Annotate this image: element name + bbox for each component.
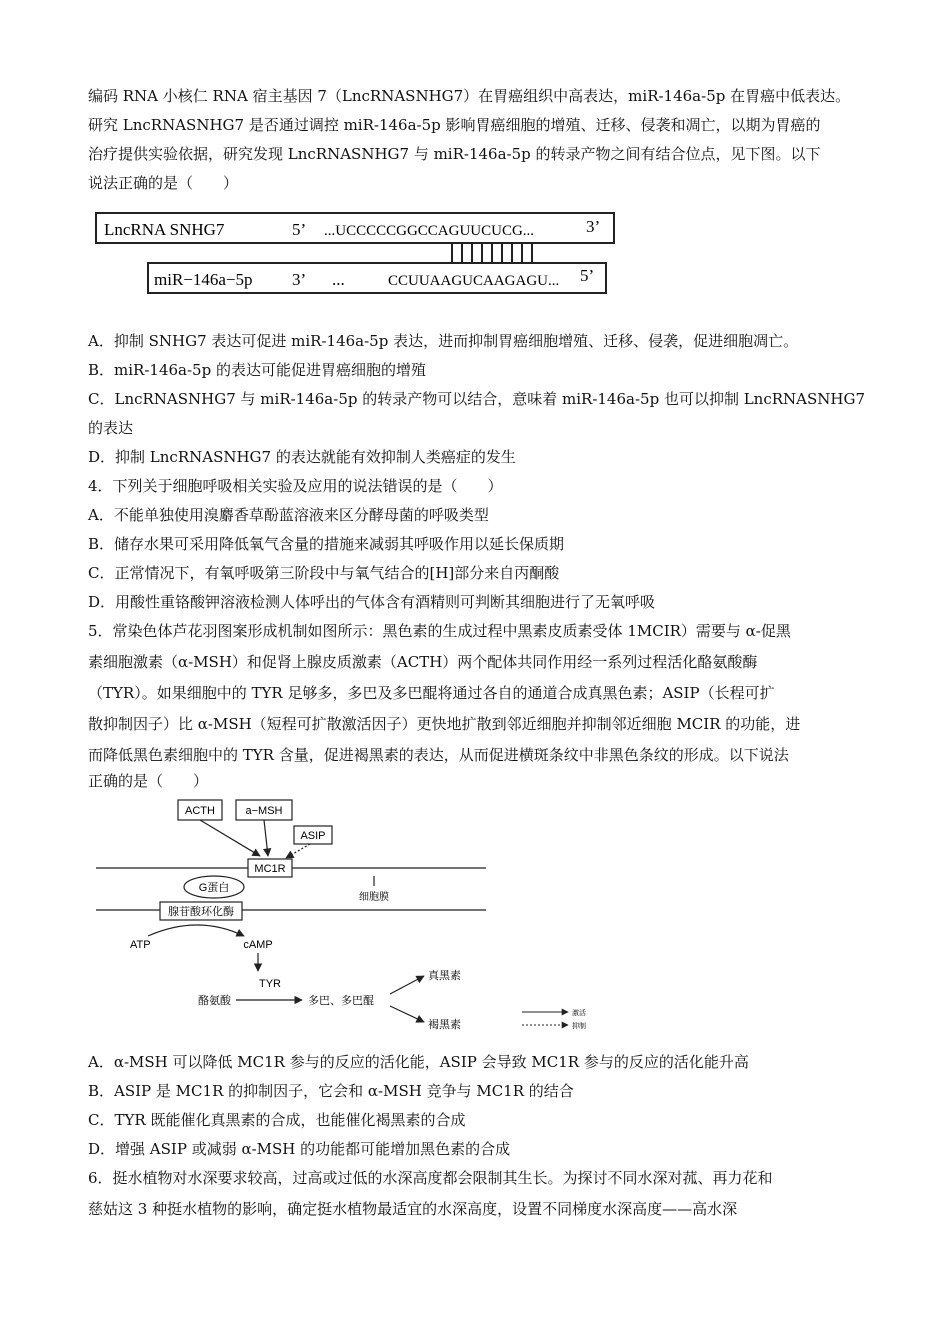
melanin-pathway-figure [88,796,608,1034]
base-pair-lines [452,243,532,265]
camp-label: cAMP [243,939,273,951]
q4-option-c: C．正常情况下，有氧呼吸第三阶段中与氧气结合的[H]部分来自丙酮酸 [88,564,560,582]
q6-stem-line-1: 6．挺水植物对水深要求较高，过高或过低的水深高度都会限制其生长。为探讨不同水深对菰、再力花和 [88,1169,773,1187]
q6-stem-line-2: 慈姑这 3 种挺水植物的影响，确定挺水植物最适宜的水深高度，设置不同梯度水深高度——高水深 [88,1200,738,1218]
amsh-arrow [264,820,268,856]
q4-option-a: A．不能单独使用溴麝香草酚蓝溶液来区分酵母菌的呼吸类型 [88,506,489,524]
mirna-3prime: 3’ [292,270,307,289]
q3-option-c: C．LncRNASNHG7 与 miR-146a-5p 的转录产物可以结合，意味着 miR-146a-5p 也可以抑制 LncRNASNHG7 [88,390,865,408]
lncrna-5prime: 5’ [292,220,307,239]
eumelanin-label: 真黑素 [428,970,461,982]
pheomelanin-label: 褐黑素 [428,1019,461,1031]
lncrna-sequence: ...UCCCCCGGCCAGUUCUCG... [324,223,535,239]
q3-option-d: D．抑制 LncRNASNHG7 的表达就能有效抑制人类癌症的发生 [88,448,516,466]
asip-inhibit-arrow [286,844,310,858]
q3-option-b: B．miR-146a-5p 的表达可能促进胃癌细胞的增殖 [88,361,426,379]
q5-stem-line-2: 素细胞激素（α-MSH）和促肾上腺皮质激素（ACTH）两个配体共同作用经一系列过程活化酪氨酸酶 [88,653,758,671]
q5-stem-line-1: 5．常染色体芦花羽图案形成机制如图所示：黑色素的生成过程中黑素皮质素受体 1MCIR）需要与 α-促黑 [88,622,791,640]
q4-option-b: B．储存水果可采用降低氧气含量的措施来减弱其呼吸作用以延长保质期 [88,535,565,553]
membrane-label: 细胞膜 [359,892,389,903]
q5-stem-line-4: 散抑制因子）比 α-MSH（短程可扩散激活因子）更快地扩散到邻近细胞并抑制邻近细胞 MCIR 的功能，进 [88,715,801,733]
q5-stem-line-5: 而降低黑色素细胞中的 TYR 含量，促进褐黑素的表达，从而促进横斑条纹中非黑色条纹的形成。以下说法 [88,746,789,764]
q5-option-d: D．增强 ASIP 或减弱 α-MSH 的功能都可能增加黑色素的合成 [88,1140,511,1158]
acth-label: ACTH [185,805,215,817]
q3-stem-line-2: 研究 LncRNASNHG7 是否通过调控 miR-146a-5p 影响胃癌细胞的增殖、迁移、侵袭和凋亡，以期为胃癌的 [88,116,821,134]
q5-option-c: C．TYR 既能催化真黑素的合成，也能催化褐黑素的合成 [88,1111,466,1129]
binding-site-figure [88,205,628,305]
q3-stem-line-4: 说法正确的是（ ） [88,174,239,192]
mirna-label: miR−146a−5p [154,270,253,289]
mirna-dots: ... [332,270,345,289]
atp-label: ATP [130,939,151,951]
q5-stem-line-6: 正确的是（ ） [88,772,209,790]
q5-option-b: B．ASIP 是 MC1R 的抑制因子，它会和 α-MSH 竞争与 MC1R 的结合 [88,1082,574,1100]
acth-arrow [200,820,260,856]
q3-option-c-cont: 的表达 [88,419,134,437]
to-pheomelanin-arrow [390,1006,424,1022]
q5-stem-line-3: （TYR）。如果细胞中的 TYR 足够多，多巴及多巴醌将通过各自的通道合成真黑色素；ASIP（长程可扩 [88,684,775,702]
amsh-label: a−MSH [245,805,283,817]
tyrosine-label: 酪氨酸 [198,995,231,1007]
q4-option-d: D．用酸性重铬酸钾溶液检测人体呼出的气体含有酒精则可判断其细胞进行了无氧呼吸 [88,593,656,611]
to-eumelanin-arrow [390,976,424,994]
mc1r-label: MC1R [254,863,286,875]
q5-option-a: A．α-MSH 可以降低 MC1R 参与的反应的活化能，ASIP 会导致 MC1R 参与的反应的活化能升高 [88,1053,749,1071]
q4-stem: 4．下列关于细胞呼吸相关实验及应用的说法错误的是（ ） [88,477,503,495]
legend-inhibit-label: 抑制 [572,1023,586,1030]
q3-stem-line-1: 编码 RNA 小核仁 RNA 宿主基因 7（LncRNASNHG7）在胃癌组织中高表达，miR-146a-5p 在胃癌中低表达。 [88,87,851,105]
tyr-label: TYR [259,978,281,990]
asip-label: ASIP [300,830,326,842]
atp-to-camp-arrow [148,925,244,936]
mirna-5prime: 5’ [580,266,595,285]
dopa-label: 多巴、多巴醌 [308,995,374,1007]
g-protein-label: G蛋白 [198,882,230,894]
q3-option-a: A．抑制 SNHG7 表达可促进 miR-146a-5p 表达，进而抑制胃癌细胞增殖、迁移、侵袭，促进细胞凋亡。 [88,332,799,350]
adenylate-cyclase-label: 腺苷酸环化酶 [168,906,234,918]
lncrna-3prime: 3’ [586,217,601,236]
lncrna-label: LncRNA SNHG7 [104,220,225,239]
mirna-sequence: CCUUAAGUCAAGAGU... [388,273,560,289]
q3-stem-line-3: 治疗提供实验依据，研究发现 LncRNASNHG7 与 miR-146a-5p 的转录产物之间有结合位点，见下图。以下 [88,145,821,163]
legend-activate-label: 激活 [572,1010,586,1017]
